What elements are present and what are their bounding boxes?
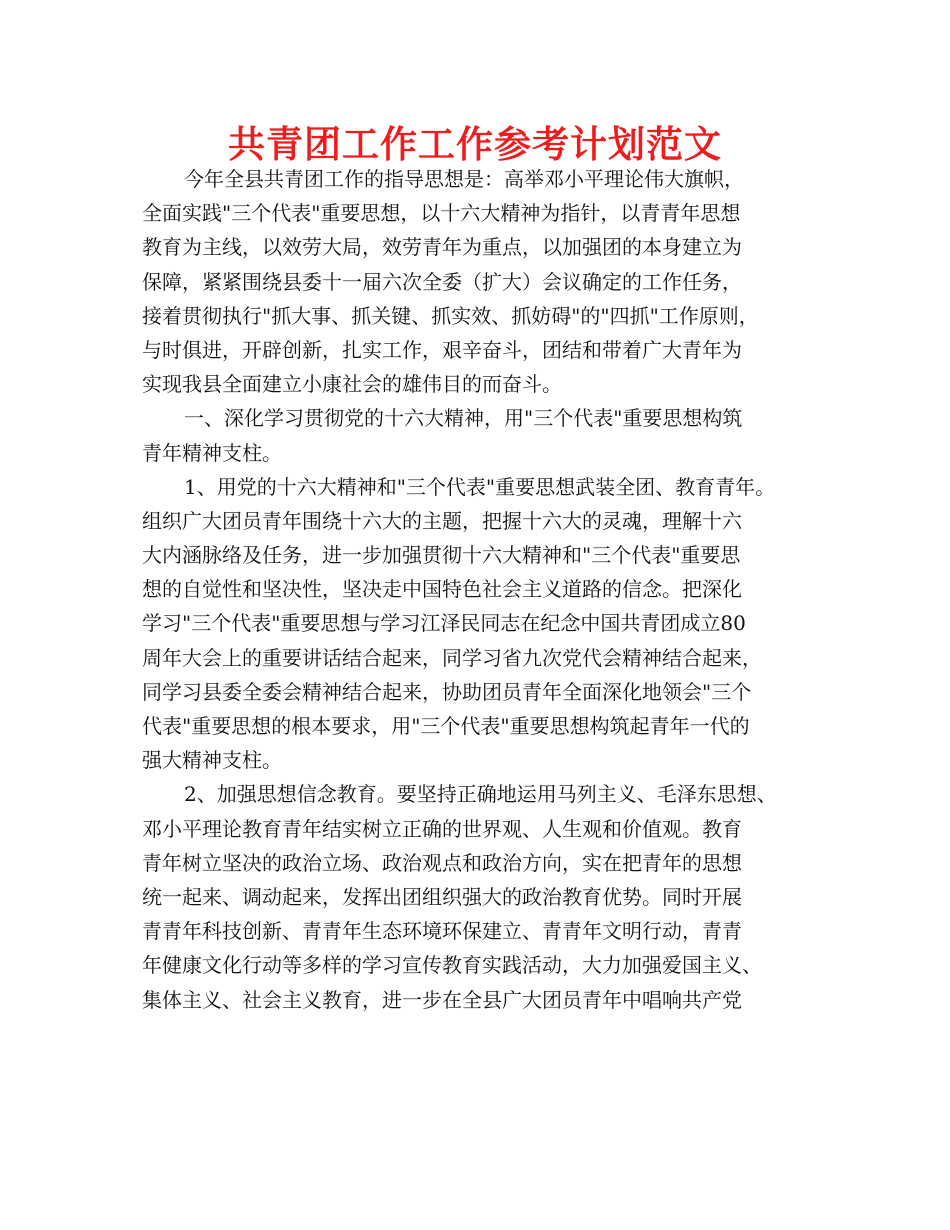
text-line: 集体主义、社会主义教育，进一步在全县广大团员青年中唱响共产党 — [142, 987, 742, 1012]
document-title: 共青团工作工作参考计划范文 — [228, 123, 722, 166]
paragraph-item-one — [142, 470, 824, 778]
paragraph-section-one-heading — [142, 401, 824, 469]
text-line: 青年精神支柱。 — [142, 440, 282, 465]
text-line: 1、用党的十六大精神和"三个代表"重要思想武装全团、教育青年。 — [184, 474, 776, 499]
document-body — [142, 162, 824, 1017]
text-line: 保障，紧紧围绕县委十一届六次全委（扩大）会议确定的工作任务， — [142, 269, 742, 294]
text-line: 今年全县共青团工作的指导思想是：高举邓小平理论伟大旗帜， — [184, 167, 744, 191]
text-line: 周年大会上的重要讲话结合起来，同学习省九次党代会精神结合起来， — [142, 645, 762, 670]
paragraph-guiding-ideology — [142, 162, 824, 401]
text-line: 教育为主线，以效劳大局，效劳青年为重点，以加强团的本身建立为 — [142, 235, 742, 260]
text-line: 组织广大团员青年围绕十六大的主题，把握十六大的灵魂，理解十六 — [142, 508, 742, 533]
text-line: 全面实践"三个代表"重要思想，以十六大精神为指针，以青青年思想 — [142, 201, 741, 226]
text-line: 统一起来、调动起来，发挥出团组织强大的政治教育优势。同时开展 — [142, 884, 742, 909]
text-line: 邓小平理论教育青年结实树立正确的世界观、人生观和价值观。教育 — [142, 816, 742, 841]
text-line: 代表"重要思想的根本要求，用"三个代表"重要思想构筑起青年一代的 — [142, 714, 750, 738]
text-line: 学习"三个代表"重要思想与学习江泽民同志在纪念中国共青团成立80 — [142, 611, 746, 636]
text-line: 青青年科技创新、青青年生态环境环保建立、青青年文明行动，青青 — [142, 919, 742, 944]
text-line: 接着贯彻执行"抓大事、抓关键、抓实效、抓妨碍"的"四抓"工作原则， — [142, 303, 759, 328]
text-line: 年健康文化行动等多样的学习宣传教育实践活动，大力加强爱国主义、 — [142, 953, 762, 978]
text-line: 青年树立坚决的政治立场、政治观点和政治方向，实在把青年的思想 — [142, 850, 742, 875]
text-line: 2、加强思想信念教育。要坚持正确地运用马列主义、毛泽东思想、 — [184, 782, 777, 807]
text-line: 一、深化学习贯彻党的十六大精神，用"三个代表"重要思想构筑 — [184, 406, 743, 431]
text-line: 强大精神支柱。 — [142, 748, 282, 773]
text-line: 同学习县委全委会精神结合起来，协助团员青年全面深化地领会"三个 — [142, 679, 752, 704]
text-line: 大内涵脉络及任务，进一步加强贯彻十六大精神和"三个代表"重要思 — [142, 543, 741, 568]
paragraph-item-two — [142, 777, 824, 1016]
text-line: 与时俱进，开辟创新，扎实工作，艰辛奋斗，团结和带着广大青年为 — [142, 337, 742, 362]
text-line: 实现我县全面建立小康社会的雄伟目的而奋斗。 — [142, 372, 562, 397]
text-line: 想的自觉性和坚决性，坚决走中国特色社会主义道路的信念。把深化 — [142, 577, 742, 602]
